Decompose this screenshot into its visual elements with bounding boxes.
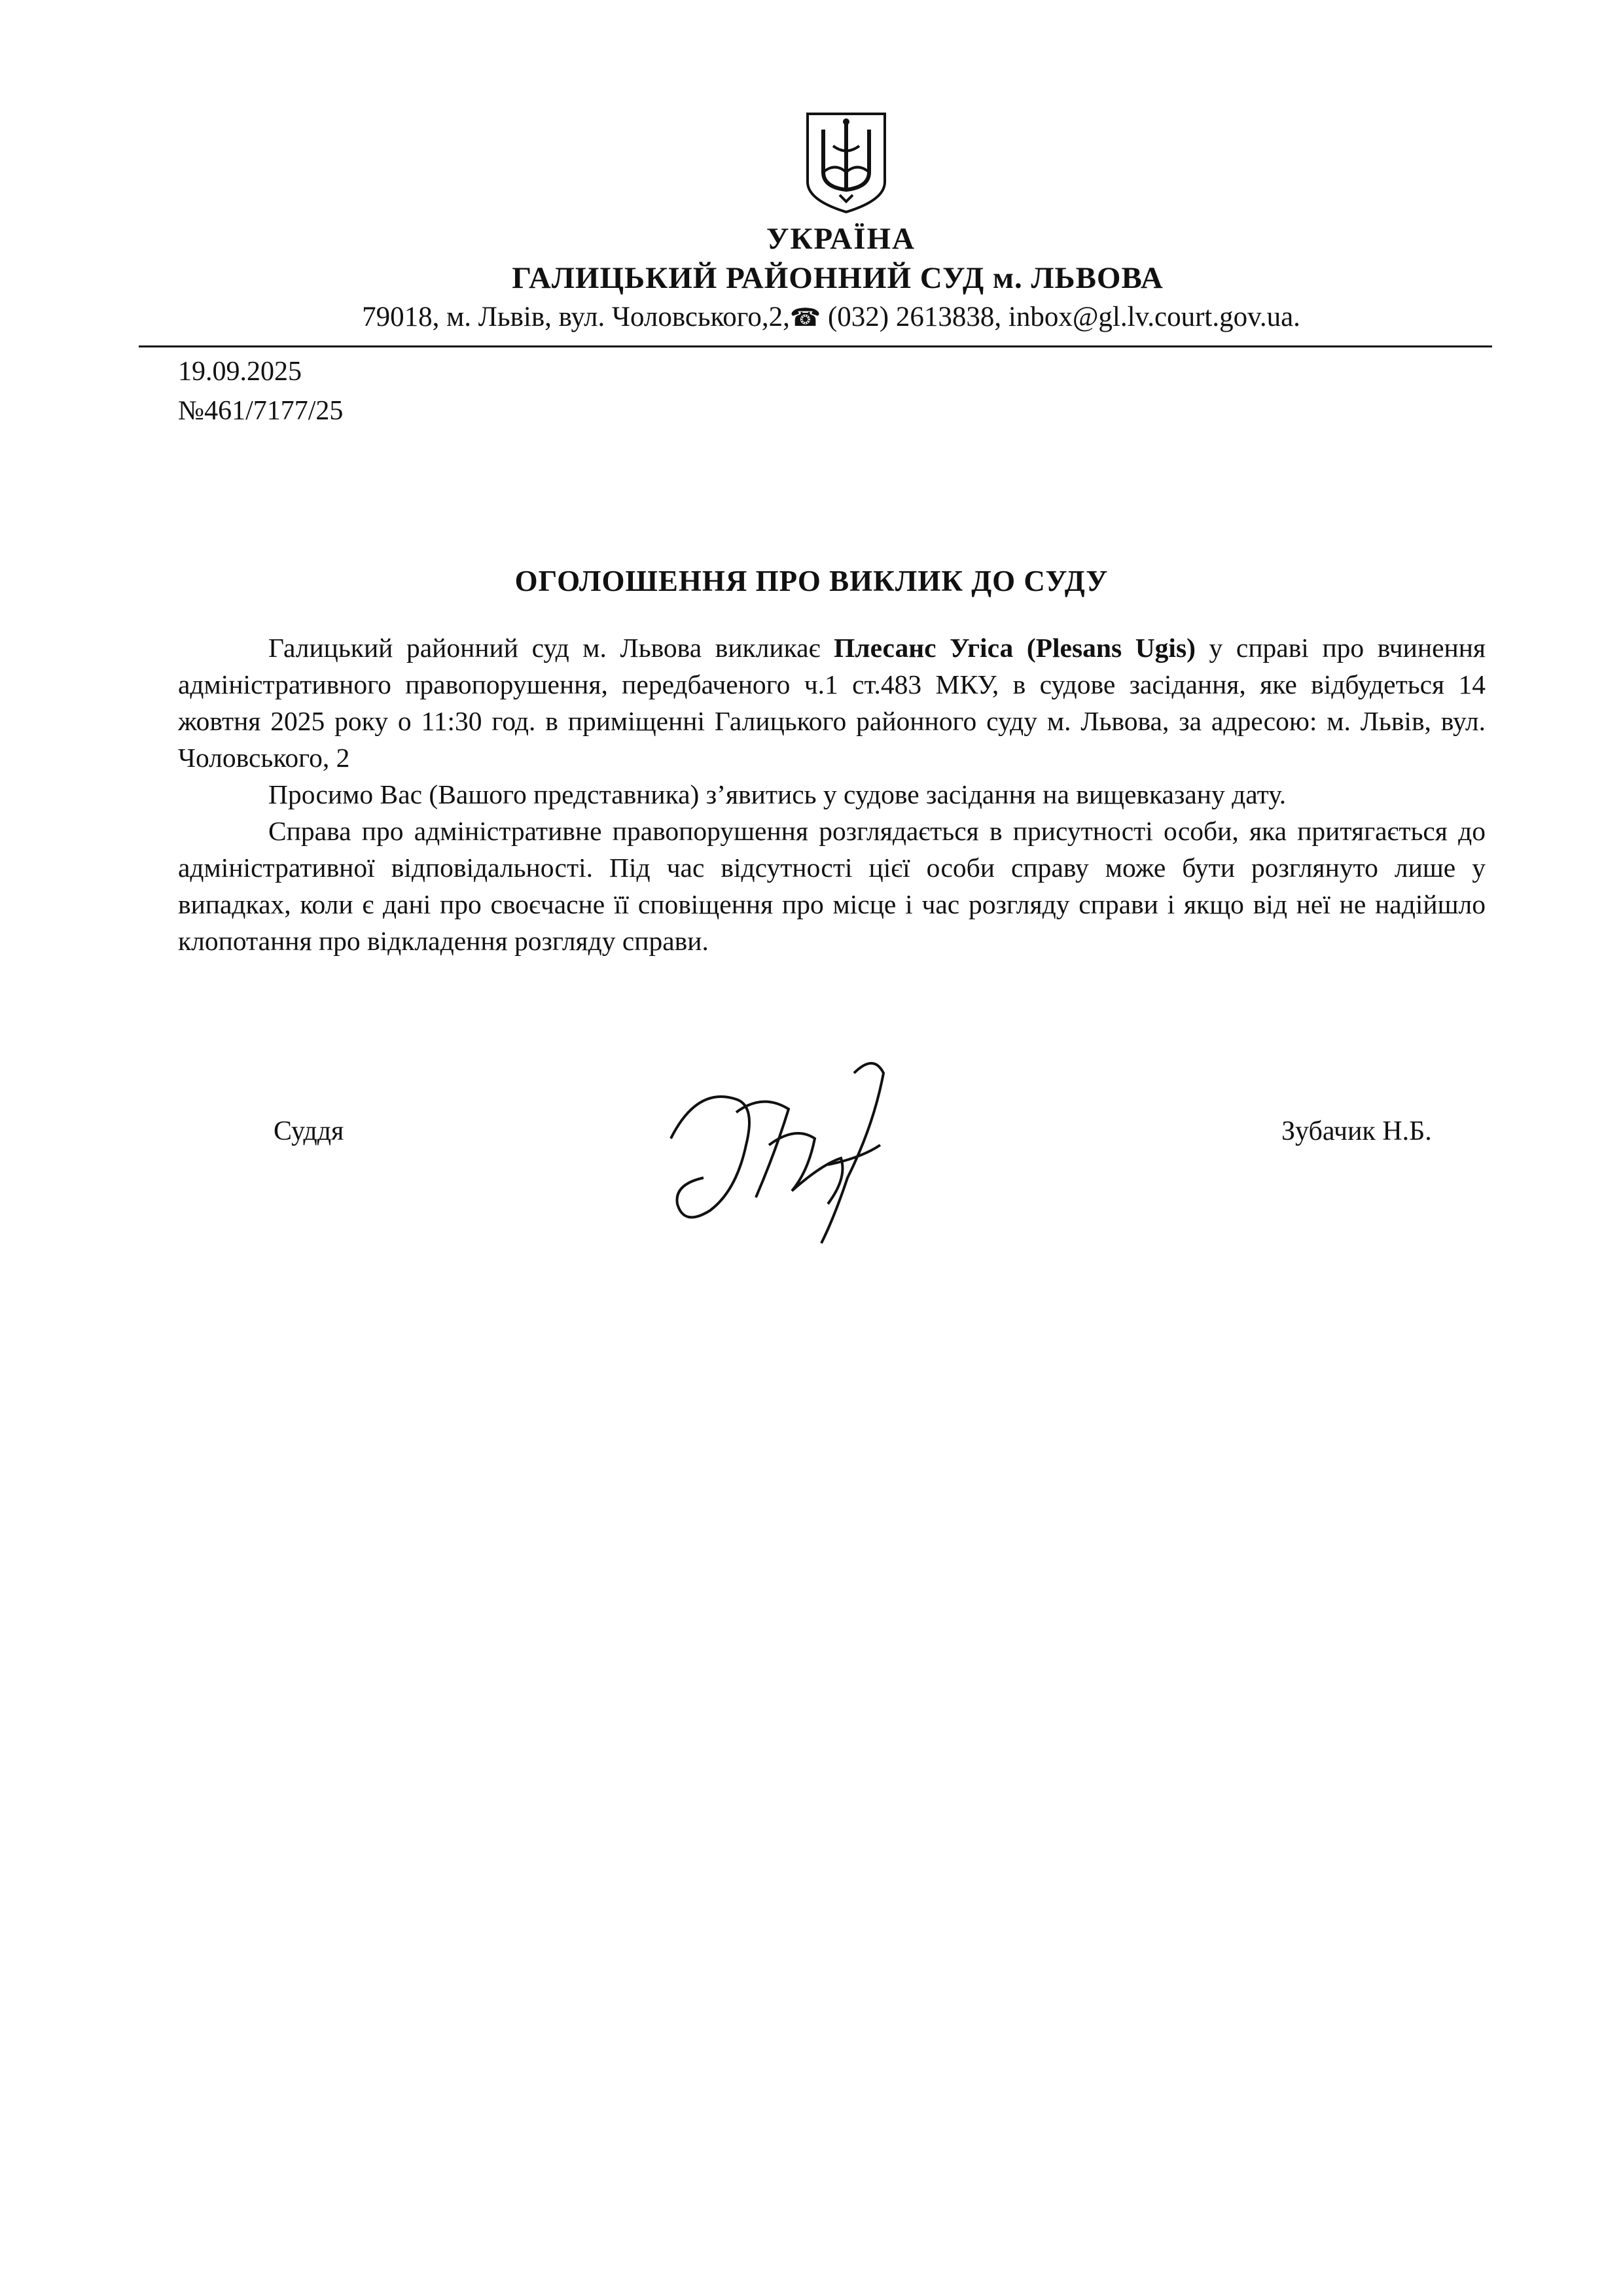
paragraph-summons bbox=[178, 629, 1486, 776]
document-date: 19.09.2025 bbox=[178, 357, 302, 387]
header-divider bbox=[139, 345, 1492, 347]
summoned-person-name: Плесанс Угіса (Plesans Ugis) bbox=[834, 633, 1196, 663]
header-country: УКРАЇНА bbox=[766, 222, 916, 256]
paragraph-procedure: Справа про адміністративне правопорушення розглядається в присутності особи, яка притягається до адміністративної відповідальності. Під час відсутності цієї особи справу може бути розглянуто лише у випадках, коли є дані про своєчасне її сповіщення про місце і час розгляду справи і якщо від неї не надійшло клопотання про відкладення розгляду справи. bbox=[178, 816, 1486, 956]
document-meta bbox=[178, 352, 343, 431]
document-number: №461/7177/25 bbox=[178, 396, 344, 426]
handwritten-signature bbox=[658, 1047, 939, 1250]
paragraph-request: Просимо Вас (Вашого представника) з’явитись у судове засідання на вищевказану дату. bbox=[268, 779, 1287, 809]
paragraph-summons-start: Галицький районний суд м. Львова викликає bbox=[268, 633, 834, 663]
telephone-icon: ☎ bbox=[789, 304, 821, 332]
header-address: 79018, м. Львів, вул. Чоловського,2, bbox=[362, 302, 790, 332]
document-body bbox=[178, 629, 1486, 959]
judge-name: Зубачик Н.Б. bbox=[1281, 1116, 1432, 1146]
header-address-line bbox=[281, 301, 1381, 333]
signature-role: Суддя bbox=[274, 1116, 344, 1146]
header-contacts: (032) 2613838, inbox@gl.lv.court.gov.ua. bbox=[821, 302, 1300, 332]
header-court-name: ГАЛИЦЬКИЙ РАЙОННИЙ СУД м. ЛЬВОВА bbox=[512, 261, 1164, 295]
paragraph-summons-end: у справі про вчинення адміністративного правопорушення, передбаченого ч.1 ст.483 МКУ, в судове засідання, яке відбудеться 14 жовтня 2025 року о 11:30 год. в приміщенні Галицького районного суду м. Львова, за адресою: м. Львів, вул. Чоловського, 2 bbox=[178, 633, 1486, 773]
document-title: ОГОЛОШЕННЯ ПРО ВИКЛИК ДО СУДУ bbox=[514, 565, 1109, 597]
trident-coat-of-arms-icon bbox=[804, 110, 889, 215]
